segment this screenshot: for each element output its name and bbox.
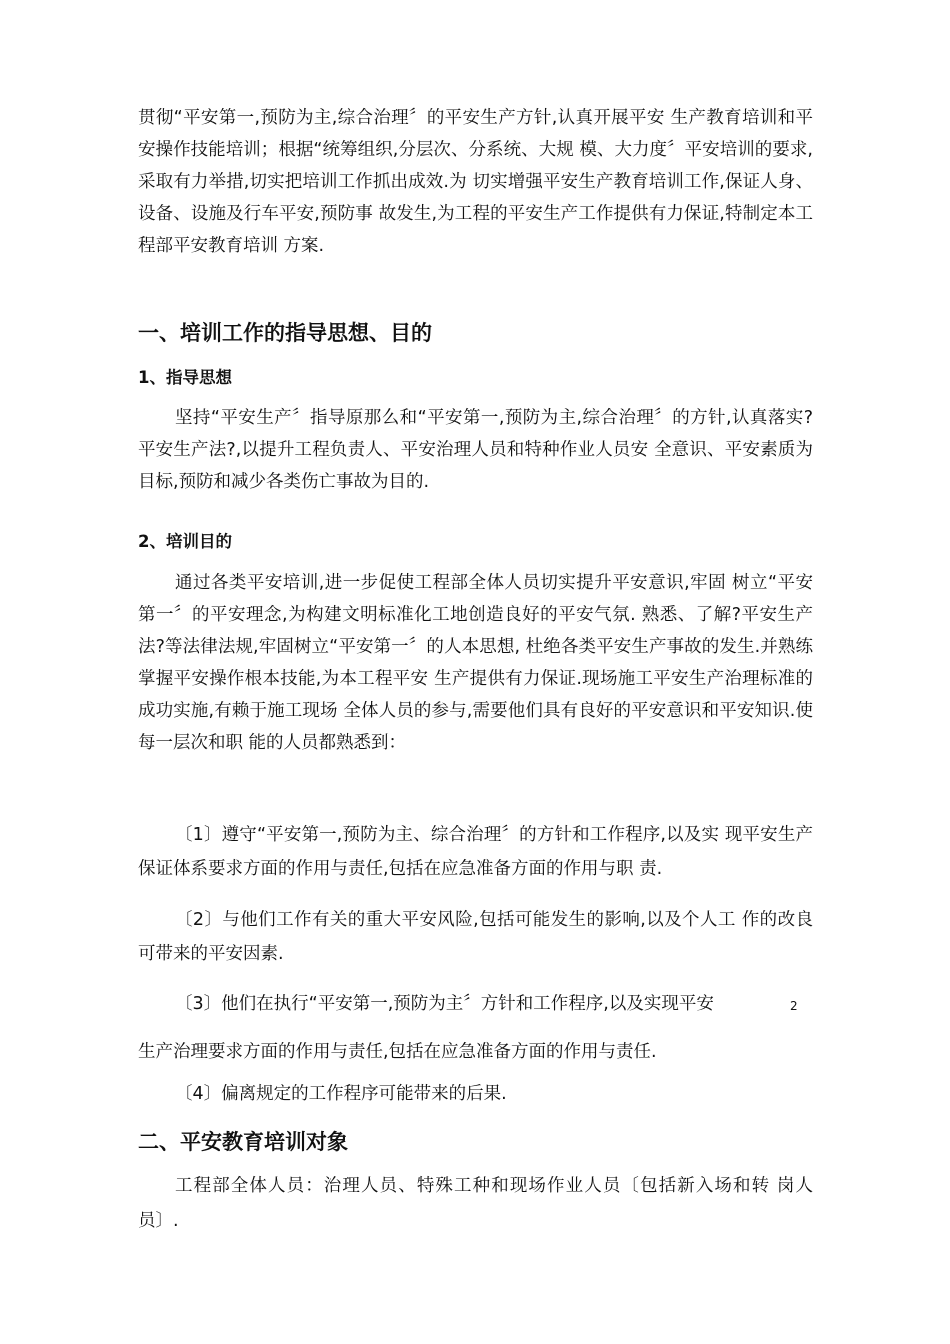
- list-item-2: 〔2〕与他们工作有关的重大平安风险,包括可能发生的影响,以及个人工 作的改良可带来的平安因素.: [138, 910, 813, 964]
- list-item-3-continued: 生产治理要求方面的作用与责任,包括在应急准备方面的作用与责任.: [138, 1042, 657, 1062]
- intro-paragraph: 贯彻“平安第一,预防为主,综合治理〞的平安生产方针,认真开展平安 生产教育培训和平安操作技能培训；根据“统筹组织,分层次、分系统、大规 模、大力度〞平安培训的要求,采取有力举措,切实把培训工作抓出成效.为 切实增强平安生产教育培训工作,保证人身、设备、设施及行车平安,预防事 故发生,为工程的平安生产工作提供有力保证,特制定本工程部平安教育培训 方案.: [138, 108, 813, 256]
- guiding-ideology-paragraph: 坚持“平安生产〞指导原那么和“平安第一,预防为主,综合治理〞的方针,认真落实?平安生产法?,以提升工程负责人、平安治理人员和特种作业人员安 全意识、平安素质为目标,预防和减少各类伤亡事故为目的.: [138, 408, 813, 492]
- training-purpose-paragraph: 通过各类平安培训,进一步促使工程部全体人员切实提升平安意识,牢固 树立“平安第一〞的平安理念,为构建文明标准化工地创造良好的平安气氛. 熟悉、了解?平安生产法?等法律法规,牢固树立“平安第一〞的人本思想, 杜绝各类平安生产事故的发生.并熟练掌握平安操作根本技能,为本工程平安 生产提供有力保证.现场施工平安生产治理标准的成功实施,有赖于施工现场 全体人员的参与,需要他们具有良好的平安意识和平安知识.使每一层次和职 能的人员都熟悉到：: [138, 573, 813, 753]
- training-targets-paragraph: 工程部全体人员：治理人员、特殊工种和现场作业人员〔包括新入场和转 岗人员〕.: [138, 1176, 813, 1231]
- list-item-1: 〔1〕遵守“平安第一,预防为主、综合治理〞的方针和工作程序,以及实 现平安生产保证体系要求方面的作用与责任,包括在应急准备方面的作用与职 责.: [138, 825, 813, 879]
- section-1-heading: 一、培训工作的指导思想、目的: [138, 321, 432, 345]
- page-number: 2: [790, 999, 798, 1013]
- list-item-4: 〔4〕偏离规定的工作程序可能带来的后果.: [175, 1084, 507, 1104]
- subsection-1-heading: 1、指导思想: [138, 368, 232, 387]
- subsection-2-heading: 2、培训目的: [138, 532, 232, 551]
- list-item-3: 〔3〕他们在执行“平安第一,预防为主〞方针和工作程序,以及实现平安: [175, 994, 714, 1014]
- section-2-heading: 二、平安教育培训对象: [138, 1130, 348, 1154]
